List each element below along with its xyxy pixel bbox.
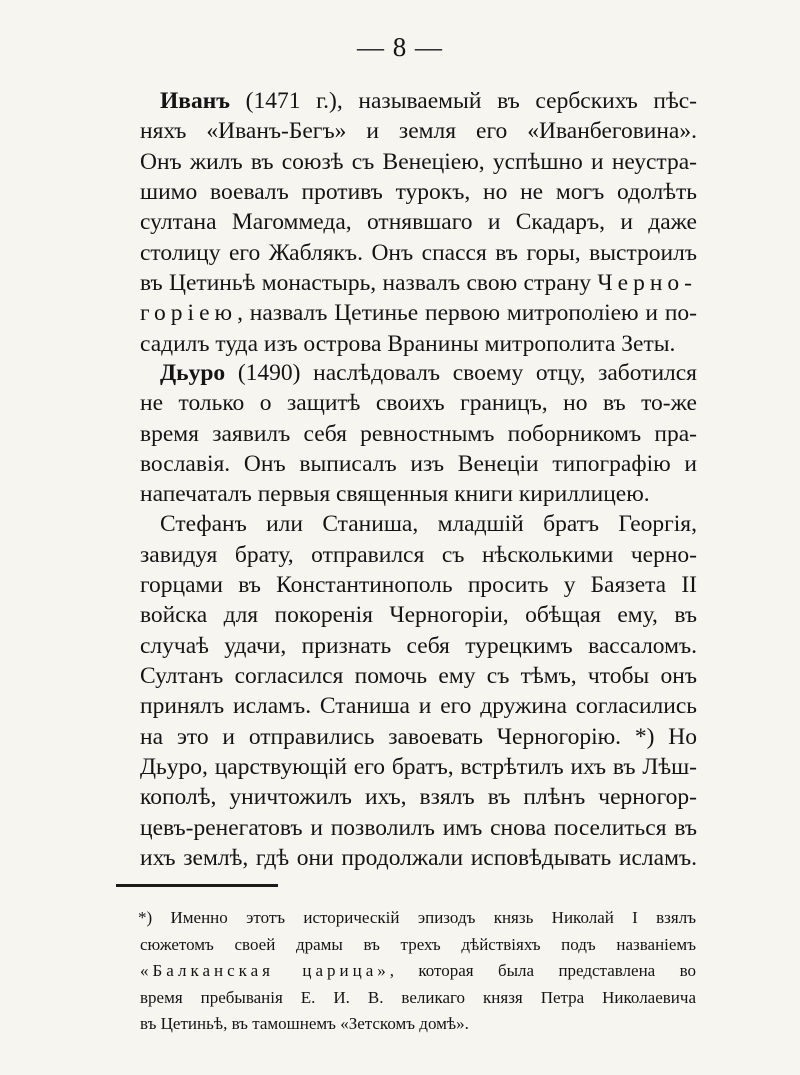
para3-line-2: завидуя брату, отправился съ нѣсколькими черно- [140,542,697,568]
para1-line-6: столицу его Жаблякъ. Онъ спасся въ горы, выстроилъ [140,240,697,266]
para3-line-5: случаѣ удачи, признать себя турецкимъ вассаломъ. [140,633,697,659]
name-ivan: Иванъ [160,88,230,114]
para3-line-8: на это и отправились завоевать Черногорiю. *) Но [140,724,697,750]
page-number: — 8 — [357,32,443,62]
para1-line-7 [140,268,697,298]
para1-line-1-rest: (1471 г.), называемый въ сербскихъ пѣс- [229,88,697,114]
para1-line-4: шимо воевалъ противъ турокъ, но не могъ одолѣть [140,179,697,205]
para3-line-12: ихъ землѣ, гдѣ они продолжали исповѣдывать исламъ. [140,845,697,871]
para2-line-3: время заявилъ себя ревностнымъ поборникомъ пра- [140,421,697,447]
para1-line-9: садилъ туда изъ острова Вранины митрополита Зеты. [140,331,676,357]
para1-line-8-b: , назвалъ Цетинье первою митрополiею и по- [237,300,697,326]
para2-line-5: напечаталъ первыя священныя книги кириллицею. [140,481,650,507]
footnote-line-4: время пребыванiя Е. И. В. великаго князя Петра Николаевича [140,988,696,1007]
spaced-chernogoriya-start: Черно- [597,270,697,296]
para1-line-7-a: въ Цетиньѣ монастырь, назвалъ свою страну [140,270,598,296]
para1-line-8 [140,298,697,328]
para3-line-6: Султанъ согласился помочь ему съ тѣмъ, чтобы онъ [140,663,697,689]
footnote-line-3 [140,958,696,984]
para3-line-10: кополѣ, уничтожилъ ихъ, взялъ въ плѣнъ черногор- [140,784,697,810]
para1-line-3: Онъ жилъ въ союзѣ съ Венецiею, успѣшно и неустра- [140,149,697,175]
para1-line-2: няхъ «Иванъ-Бегъ» и земля его «Иванбеговина». [140,118,697,144]
para2-line-2: не только о защитѣ своихъ границъ, но въ то-же [140,390,697,416]
para1-line-5: султана Магоммеда, отнявшаго и Скадаръ, и даже [140,209,697,235]
para3-line-1: Стефанъ или Станиша, младшiй братъ Георгiя, [160,511,697,537]
footnote-line-5: въ Цетиньѣ, въ тамошнемъ «Зетскомъ домѣ». [140,1014,469,1033]
footnote-line-3-rest: , которая была представлена во [389,961,696,980]
para3-line-3: горцами въ Константинополь просить у Баязета II [140,572,697,598]
para2-line-1-rest: (1490) наслѣдовалъ своему отцу, заботился [225,360,697,386]
para3-line-11: цевъ-ренегатовъ и позволилъ имъ снова поселиться въ [140,815,697,841]
para2-line-4: вославiя. Онъ выписалъ изъ Венецiи типографiю и [140,451,697,477]
spaced-chernogoriya-end: горiею [140,300,238,326]
para1-line-1 [160,86,697,116]
footnote-line-1: *) Именно этотъ историческiй эпизодъ князь Николай I взялъ [138,908,696,927]
footnote-rule [116,884,278,887]
para3-line-9: Дьуро, царствующiй его братъ, встрѣтилъ ихъ въ Лѣш- [140,754,697,780]
para2-line-1 [160,358,697,388]
para3-line-7: принялъ исламъ. Станиша и его дружина согласились [140,693,697,719]
spaced-balkan-tsaritsa: «Балканская царица» [140,961,390,980]
footnote-line-2: сюжетомъ своей драмы въ трехъ дѣйствiяхъ подъ названiемъ [140,935,696,954]
name-djuro: Дьуро [160,360,226,386]
para3-line-4: войска для покоренiя Черногорiи, обѣщая ему, въ [140,602,697,628]
